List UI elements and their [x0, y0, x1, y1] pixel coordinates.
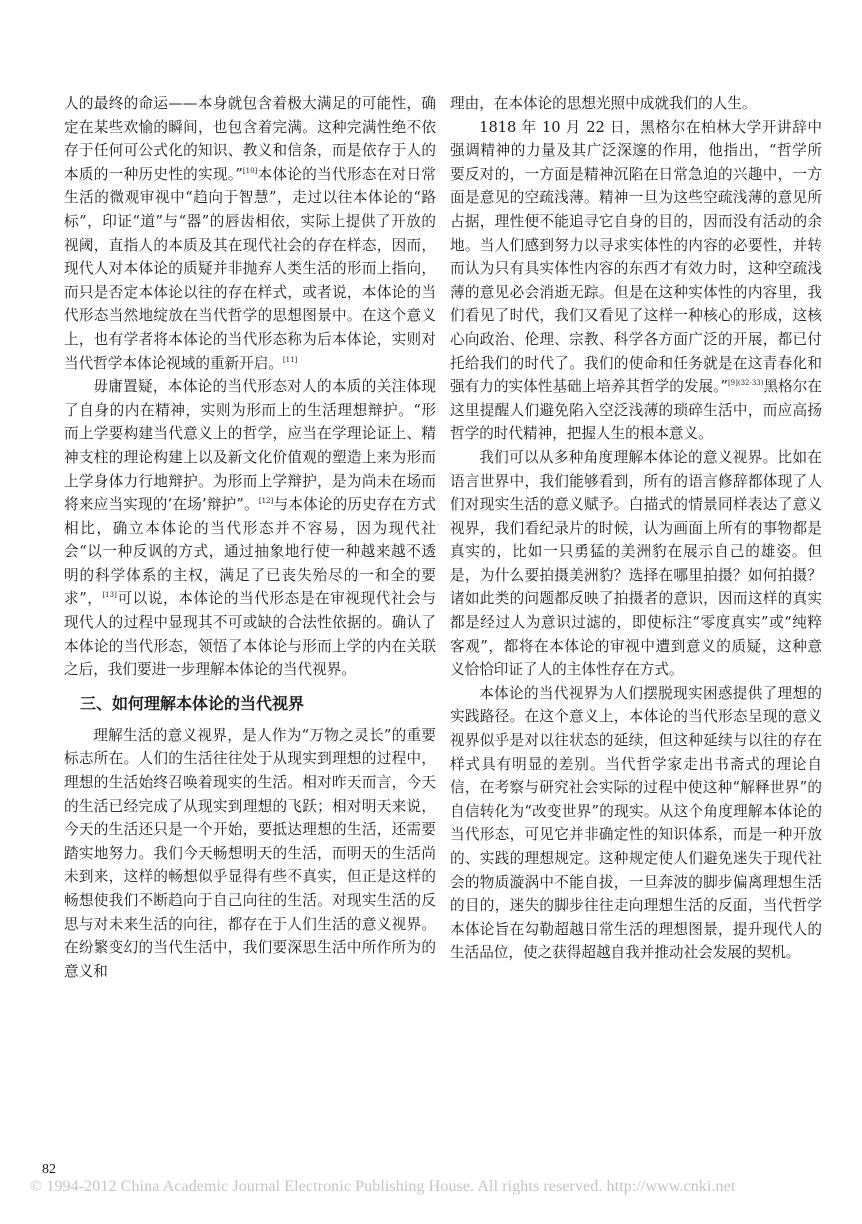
page-number: 82 [42, 1162, 56, 1177]
citation-ref: [12] [258, 497, 274, 506]
paragraph: 理解生活的意义视界，是人作为“万物之灵长”的重要标志所在。人们的生活往往处于从现实到理想的过程中，理想的生活始终召唤着现实的生活。相对昨天而言，今天的生活已经完成了从现实到理想的飞跃；相对明天来说，今天的生活还只是一个开始，要抵达理想的生活，还需要踏实地努力。我们今天畅想明天的生活，而明天的生活尚未到来，这样的畅想似乎显得有些不真实，但正是这样的畅想使我们不断趋向于自己向往的生活。对现实生活的反思与对未来生活的向往，都存在于人们生活的意义视界。在纷繁变幻的当代生活中，我们要深思生活中所作所为的意义和 [64, 726, 436, 980]
paragraph: 人的最终的命运——本身就包含着极大满足的可能性，确定在某些欢愉的瞬间，也包含着完满。这种完满性绝不依存于任何可公式化的知识、教义和信条，而是依存于人的本质的一种历史性的实现。”[10]本体论的当代形态在对日常生活的微观审视中“趋向于智慧”，走过以往本体论的“路标”，印证“道”与“器”的唇齿相依，实际上提供了开放的视阈，直指人的本质及其在现代社会的存在样态，因而，现代人对本体论的质疑并非抛弃人类生活的形而上指向，而只是否定本体论以往的存在样式，或者说，本体论的当代形态当然地绽放在当代哲学的思想图景中。在这个意义上，也有学者将本体论的当代形态称为后本体论，实则对当代哲学本体论视域的重新开启。[11] [64, 95, 436, 372]
paragraph: 理由，在本体论的思想光照中成就我们的人生。 [450, 95, 757, 112]
paragraph: 本体论的当代视界为人们摆脱现实困惑提供了理想的实践路径。在这个意义上，本体论的当代形态呈现的意义视界似乎是对以往状态的延续，但这种延续与以往的存在样式具有明显的差别。当代哲学家走出书斋式的理论自信，在考察与研究社会实际的过程中使这种“解释世界”的自信转化为“改变世界”的现实。从这个角度理解本体论的当代形态，可见它并非确定性的知识体系，而是一种开放的、实践的理想规定。这种规定使人们避免迷失于现代社会的物质漩涡中不能自拔，一旦奔波的脚步偏离理想生活的目的，迷失的脚步往往走向理想生活的反面，当代哲学本体论旨在勾勒超越日常生活的理想图景，提升现代人的生活品位，使之获得超越自我并推动社会发展的契机。 [450, 684, 822, 962]
citation-ref: [9](32-33) [727, 379, 764, 388]
copyright-footer: © 1994-2012 China Academic Journal Electronic Publishing House. All rights reserved. http://www.cnki.net [30, 1178, 736, 1195]
citation-ref: [13] [102, 591, 117, 600]
paragraph: 毋庸置疑，本体论的当代形态对人的本质的关注体现了自身的内在精神，实则为形而上的生活理想辩护。“形而上学要构建当代意义上的哲学，应当在学理论证上、精神支柱的理论构建上以及新文化价值观的塑造上来为形而上学身体力行地辩护。为形而上学辩护，是为尚未在场而将来应当实现的‘在场’辩护”。[12]与本体论的历史存在方式相比，确立本体论的当代形态并不容易，因为现代社会“以一种反讽的方式，通过抽象地行使一种越来越不透明的科学体系的主权，满足了已丧失殆尽的一和全的要求”，[13]可以说，本体论的当代形态是在审视现代社会与现代人的过程中显现其不可或缺的合法性依据的。确认了本体论的当代形态，领悟了本体论与形而上学的内在关联之后，我们要进一步理解本体论的当代视界。 [64, 378, 436, 679]
citation-ref: [11] [282, 355, 298, 364]
citation-ref: [10] [242, 166, 258, 175]
section-heading: 三、如何理解本体论的当代视界 [80, 693, 305, 713]
right-column [450, 92, 822, 965]
paragraph: 我们可以从多种角度理解本体论的意义视界。比如在语言世界中，我们能够看到，所有的语言修辞都体现了人们对现实生活的意义赋予。白描式的情景同样表达了意义视界，我们看纪录片的时候，认为画面上所有的事物都是真实的，比如一只勇猛的美洲豹在展示自己的雄姿。但是，为什么要拍摄美洲豹？选择在哪里拍摄？如何拍摄？诸如此类的问题都反映了拍摄者的意识，因而这样的真实都是经过人为意识过滤的，即使标注“零度真实”或“纯粹客观”，都将在本体论的审视中遭到意义的质疑，这种意义恰恰印证了人的主体性存在方式。 [450, 448, 822, 679]
left-column [64, 92, 436, 983]
paragraph: 1818 年 10 月 22 日，黑格尔在柏林大学开讲辞中强调精神的力量及其广泛深邃的作用，他指出，“哲学所要反对的，一方面是精神沉陷在日常急迫的兴趣中，一方面是意见的空疏浅薄。精神一旦为这些空疏浅薄的意见所占据，理性便不能追寻它自身的目的，因而没有活动的余地。当人们感到努力以寻求实体性的内容的必要性，并转而认为只有具实体性内容的东西才有效力时，这种空疏浅薄的意见必会消逝无踪。但是在这种实体性的内容里，我们看见了时代，我们又看见了这样一种核心的形成，这核心向政治、伦理、宗教、科学各方面广泛的开展，都已付托给我们的时代了。我们的使命和任务就是在这青春化和强有力的实体性基础上培养其哲学的发展。”$^{[9](32-33)}$黑格尔在这里提醒人们避免陷入空泛浅薄的琐碎生活中，而应高扬哲学的时代精神，把握人生的根本意义。 [450, 118, 822, 443]
